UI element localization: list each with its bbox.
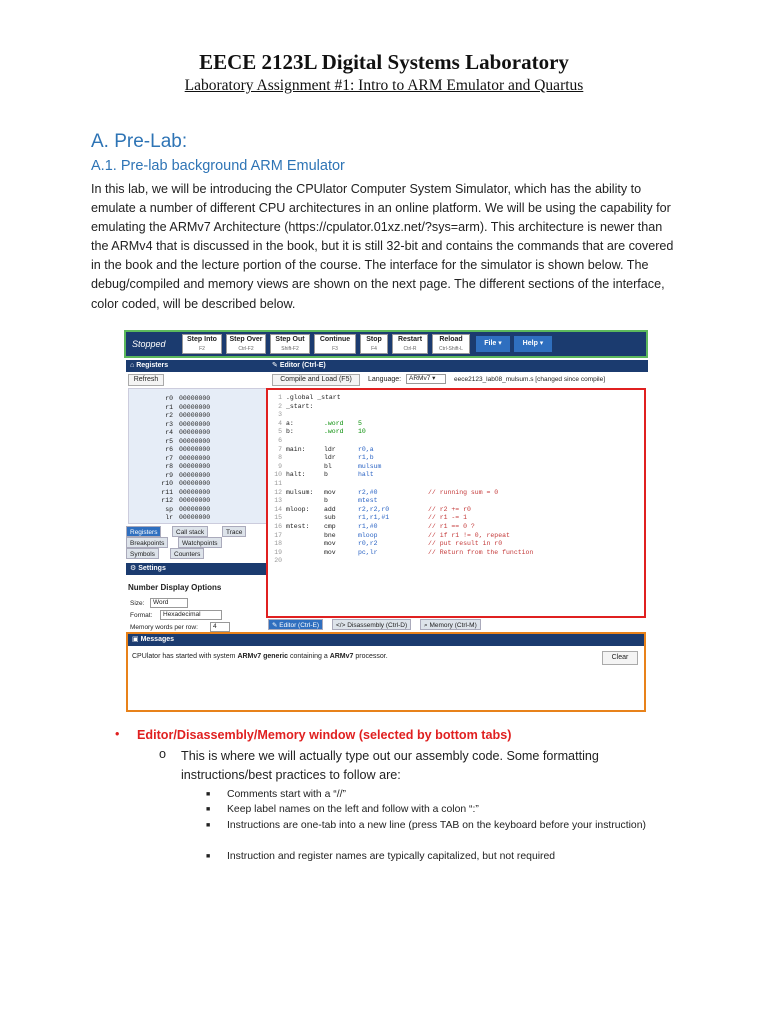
code-comment: // running sum = 0 [428, 488, 499, 496]
code-opcode: .word [324, 419, 344, 427]
restart-button[interactable]: Restart Ctrl-R [392, 334, 428, 354]
messages-panel [126, 632, 646, 712]
code-label: b: [286, 428, 294, 436]
refresh-button[interactable]: Refresh [128, 374, 164, 386]
main-bullet: Editor/Disassembly/Memory window (selected by bottom tabs) [137, 728, 512, 742]
register-name: r7 [165, 454, 173, 462]
document-subtitle [0, 77, 768, 95]
clear-button[interactable]: Clear [602, 651, 638, 665]
code-comment: // r1 -= 1 [428, 514, 468, 522]
code-line [268, 446, 644, 455]
line-number: 10 [274, 471, 282, 479]
tab-disassembly[interactable]: </> Disassembly (Ctrl-D) [332, 619, 411, 630]
square-bullet-icon: ■ [206, 791, 211, 798]
register-value[interactable]: 00000000 [179, 488, 211, 496]
code-line [268, 437, 644, 446]
register-value[interactable]: 00000000 [179, 471, 211, 479]
code-label: mulsum: [286, 488, 314, 496]
help-menu[interactable]: Help ▾ [514, 336, 552, 352]
register-value[interactable]: 00000000 [179, 463, 211, 470]
register-name: r5 [165, 437, 173, 445]
step-over-button[interactable]: Step Over Ctrl-F2 [226, 334, 266, 354]
section-heading: A. Pre-Lab: [91, 131, 188, 152]
code-line [268, 428, 644, 437]
code-operands: r1,r1,#1 [358, 514, 390, 522]
line-number: 16 [274, 523, 282, 530]
register-value[interactable]: 00000000 [179, 420, 211, 428]
continue-button[interactable]: Continue F3 [314, 334, 356, 354]
code-opcode: mov [324, 548, 336, 556]
code-operands: r2,#0 [358, 488, 378, 496]
tab-breakpoints[interactable]: Breakpoints [126, 537, 168, 548]
code-operands: 5 [358, 419, 362, 427]
register-name: r1 [165, 403, 173, 411]
code-line [268, 514, 644, 523]
line-number: 11 [274, 480, 282, 487]
line-number: 7 [278, 445, 282, 453]
number-display-title: Number Display Options [128, 583, 222, 592]
code-editor[interactable] [266, 388, 646, 618]
code-label: halt: [286, 471, 306, 479]
list-item: Instructions are one-tab into a new line (press TAB on the keyboard before your instruction) [227, 820, 646, 831]
code-opcode: b [324, 471, 328, 479]
tab-registers[interactable]: Registers [126, 526, 161, 537]
code-line [268, 394, 644, 403]
register-value[interactable]: 00000000 [179, 505, 211, 513]
subsection-heading: A.1. Pre-lab background ARM Emulator [91, 158, 345, 174]
code-label: main: [286, 445, 306, 453]
line-number: 15 [274, 514, 282, 522]
code-line [268, 523, 644, 532]
register-name: r9 [165, 471, 173, 479]
language-select[interactable]: ARMv7 ▾ [406, 374, 446, 384]
tab-symbols[interactable]: Symbols [126, 548, 159, 559]
line-number: 12 [274, 488, 282, 496]
register-name: r2 [165, 412, 173, 419]
tab-counters[interactable]: Counters [170, 548, 204, 559]
format-label: Format: [130, 612, 153, 619]
code-operands: r1,b [358, 454, 374, 462]
tab-watchpoints[interactable]: Watchpoints [178, 537, 222, 548]
register-name: r8 [165, 463, 173, 470]
register-name: r3 [165, 420, 173, 428]
code-opcode: cmp [324, 523, 336, 530]
code-comment: // Return from the function [428, 548, 534, 556]
code-opcode: bl [324, 462, 332, 470]
code-comment: // if r1 != 0, repeat [428, 531, 510, 539]
code-opcode: mov [324, 540, 336, 548]
code-label: a: [286, 419, 294, 427]
sim-toolbar [124, 330, 648, 358]
code-comment: // r2 += r0 [428, 505, 471, 513]
tab-call-stack[interactable]: Call stack [172, 526, 208, 537]
line-number: 2 [278, 402, 282, 410]
register-value[interactable]: 00000000 [179, 514, 211, 521]
code-line [268, 489, 644, 498]
line-number: 8 [278, 454, 282, 462]
code-operands: r1,#0 [358, 523, 378, 530]
registers-panel-header: ⌂ Registers [126, 360, 366, 372]
register-value[interactable]: 00000000 [179, 454, 211, 462]
code-label: _start: [286, 402, 314, 410]
code-line [268, 471, 644, 480]
language-label: Language: [368, 376, 402, 383]
tab-memory[interactable]: ⌕ Memory (Ctrl-M) [420, 619, 481, 630]
line-number: 5 [278, 428, 282, 436]
intro-paragraph: In this lab, we will be introducing the CPUlator Computer System Simulator, which has the ability to emulate a number of different CPU architectures in an online platform. We will be using the capability for emulating the ARMv7 Architecture (https://cpulator.01xz.net/?sys=arm). This architecture is newer than the ARMv4 that is discussed in the book, but it is still 32-bit and contains the commands that are covered in the book and the lecture portion of the course. The interface for the simulator is shown below. The debug/compiled and memory views are shown on the next page. The different sections of the interface, color coded, will be described below. [91, 182, 674, 311]
code-opcode: .word [324, 428, 344, 436]
code-opcode: b [324, 497, 328, 505]
register-value[interactable]: 00000000 [179, 480, 211, 487]
file-menu[interactable]: File ▾ [476, 336, 510, 352]
step-out-button[interactable]: Step Out Shift-F2 [270, 334, 310, 354]
register-name: r6 [165, 446, 173, 453]
line-number: 18 [274, 540, 282, 548]
register-value[interactable]: 00000000 [179, 395, 211, 402]
register-name: r0 [165, 395, 173, 402]
line-number: 20 [274, 557, 282, 565]
tab-editor[interactable]: ✎ Editor (Ctrl-E) [268, 619, 323, 630]
editor-tabs [268, 619, 648, 630]
line-number: 6 [278, 437, 282, 444]
code-opcode: ldr [324, 454, 336, 462]
code-operands: mloop [358, 531, 378, 539]
register-name: lr [165, 514, 173, 521]
code-line [268, 420, 644, 429]
code-comment: // r1 == 0 ? [428, 523, 475, 530]
code-comment: // put result in r0 [428, 540, 503, 548]
code-operands: r2,r2,r0 [358, 505, 390, 513]
memory-words-select[interactable]: 4 [210, 622, 230, 632]
stop-button[interactable]: Stop F4 [360, 334, 388, 354]
code-operands: r0,r2 [358, 540, 378, 548]
sub-bullet: This is where we will actually type out our assembly code. Some formatting instructions/best practices to follow are: [181, 749, 599, 783]
code-line [268, 480, 644, 489]
list-item: Keep label names on the left and follow with a colon “:” [227, 804, 479, 815]
register-value[interactable]: 00000000 [179, 497, 211, 504]
register-value[interactable]: 00000000 [179, 429, 211, 436]
line-number: 14 [274, 505, 282, 513]
register-value[interactable]: 00000000 [179, 437, 211, 445]
square-bullet-icon: ■ [206, 806, 211, 813]
register-value[interactable]: 00000000 [179, 446, 211, 453]
code-line [268, 463, 644, 472]
circle-bullet-icon: o [159, 747, 167, 761]
code-line [268, 549, 644, 558]
register-name: sp [165, 505, 173, 513]
code-line [268, 411, 644, 420]
format-select[interactable]: Hexadecimal [160, 610, 222, 620]
register-value[interactable]: 00000000 [179, 403, 211, 411]
code-line [268, 557, 644, 566]
line-number: 4 [278, 419, 282, 427]
code-label: mloop: [286, 505, 310, 513]
simulator-screenshot [124, 330, 648, 712]
size-label: Size: [130, 600, 145, 607]
code-operands: mulsum [358, 462, 382, 470]
code-line [268, 454, 644, 463]
settings-panel-header: ⚙ Settings [126, 563, 366, 575]
code-line [268, 506, 644, 515]
bullet-dot-icon: • [115, 727, 120, 741]
square-bullet-icon: ■ [206, 822, 211, 829]
code-opcode: ldr [324, 445, 336, 453]
code-line [268, 403, 644, 412]
line-number: 13 [274, 497, 282, 505]
code-opcode: mov [324, 488, 336, 496]
code-label: .global _start [286, 394, 341, 401]
line-number: 3 [278, 411, 282, 419]
register-name: r11 [161, 488, 173, 496]
square-bullet-icon: ■ [206, 853, 211, 860]
reload-button[interactable]: Reload Ctrl-Shift-L [432, 334, 470, 354]
filename-label: eece2123_lab08_mulsum.s [changed since compile] [454, 376, 606, 383]
compile-load-button[interactable]: Compile and Load (F5) [272, 374, 360, 386]
code-line [268, 497, 644, 506]
line-number: 19 [274, 548, 282, 556]
code-operands: r0,a [358, 445, 374, 453]
code-operands: halt [358, 471, 374, 479]
code-operands: mtest [358, 497, 378, 505]
code-label: mtest: [286, 523, 310, 530]
code-line [268, 532, 644, 541]
line-number: 17 [274, 531, 282, 539]
document-title: EECE 2123L Digital Systems Laboratory [199, 50, 569, 74]
register-name: r12 [161, 497, 173, 504]
memory-words-label: Memory words per row: [130, 624, 198, 631]
code-opcode: bne [324, 531, 336, 539]
size-select[interactable]: Word [150, 598, 188, 608]
code-opcode: sub [324, 514, 336, 522]
code-operands: pc,lr [358, 548, 378, 556]
register-value[interactable]: 00000000 [179, 412, 211, 419]
register-name: r4 [165, 429, 173, 436]
code-opcode: add [324, 505, 336, 513]
register-name: r10 [161, 480, 173, 487]
list-item: Instruction and register names are typically capitalized, but not required [227, 851, 556, 862]
subtitle-text: Laboratory Assignment #1: Intro to ARM Emulator and Quartus [184, 77, 584, 94]
message-text: CPUlator has started with system ARMv7 generic containing a ARMv7 processor. [132, 653, 388, 660]
line-number: 9 [278, 462, 282, 470]
step-into-button[interactable]: Step Into F2 [182, 334, 222, 354]
messages-panel-header: ▣ Messages [128, 634, 644, 646]
code-operands: 10 [358, 428, 366, 436]
line-number: 1 [278, 394, 282, 401]
editor-panel-header: ✎ Editor (Ctrl-E) [268, 360, 648, 372]
sim-status: Stopped [132, 339, 166, 349]
tab-trace[interactable]: Trace [222, 526, 246, 537]
code-line [268, 540, 644, 549]
list-item: Comments start with a “//” [227, 789, 346, 800]
